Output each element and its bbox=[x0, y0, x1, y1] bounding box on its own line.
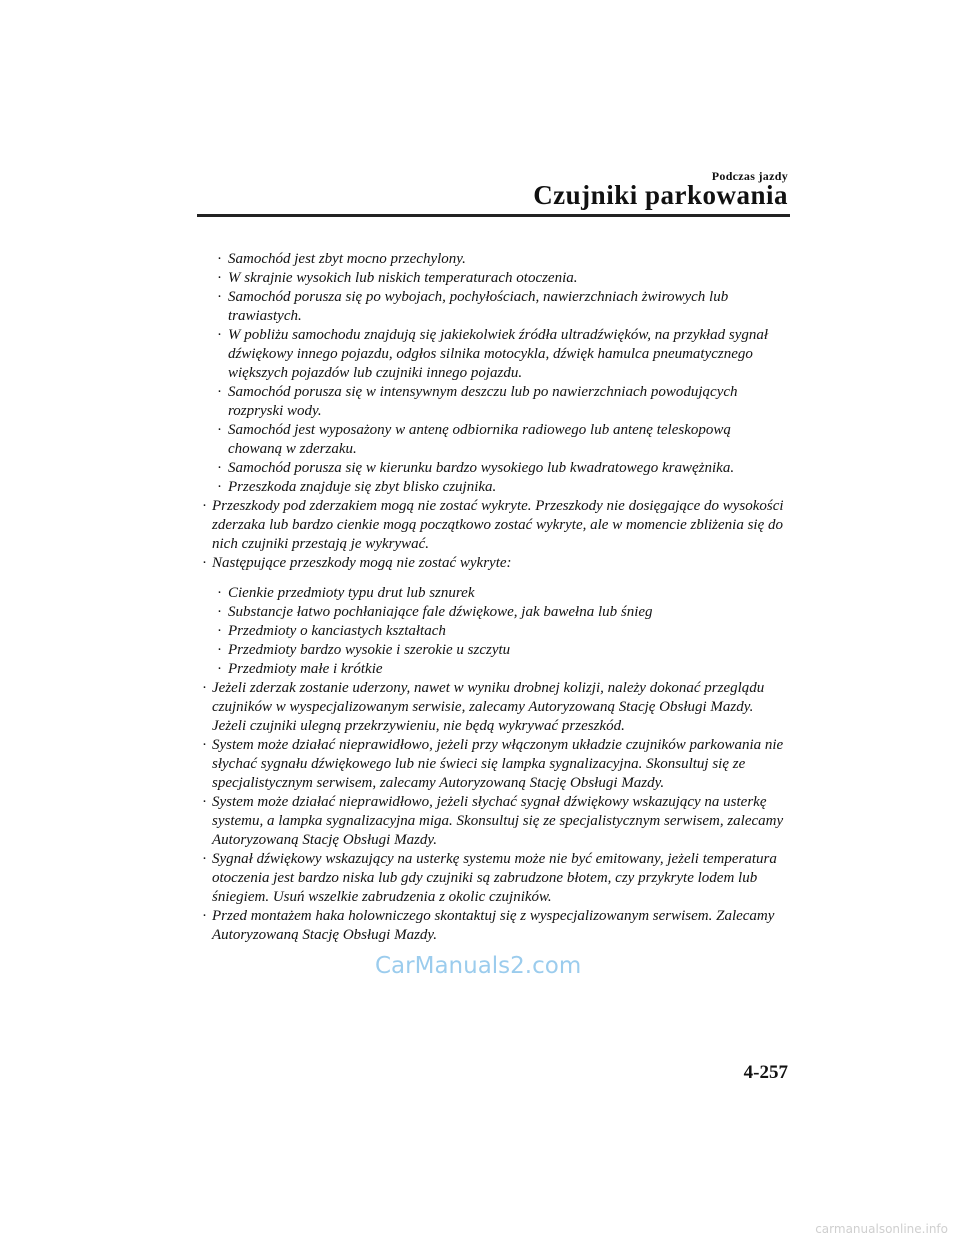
bullet-icon: · bbox=[217, 422, 222, 438]
sub-list-item bbox=[200, 326, 785, 383]
bullet-icon: · bbox=[202, 498, 207, 514]
section-label: Podczas jazdy bbox=[711, 169, 788, 183]
bullet-icon: · bbox=[217, 327, 222, 343]
bullet-icon: · bbox=[202, 851, 207, 867]
list-item-text: Następujące przeszkody mogą nie zostać wykryte: bbox=[212, 555, 512, 571]
bullet-icon: · bbox=[217, 460, 222, 476]
bullet-icon: · bbox=[217, 585, 222, 601]
list-item-text: Samochód porusza się w intensywnym deszczu lub po nawierzchniach powodujących rozpryski wody. bbox=[228, 384, 738, 419]
list-item-text: Przeszkody pod zderzakiem mogą nie zostać wykryte. Przeszkody nie dosięgające do wysokości zderzaka lub bardzo cienkie mogą początkowo zostać wykryte, ale w momencie zbliżenia się do nich czujniki przestają je wykrywać. bbox=[212, 498, 784, 552]
bullet-icon: · bbox=[217, 623, 222, 639]
bullet-icon: · bbox=[217, 251, 222, 267]
list-item-text: Przedmioty o kanciastych kształtach bbox=[228, 623, 446, 639]
list-item bbox=[200, 554, 785, 573]
bullet-icon: · bbox=[217, 642, 222, 658]
bullet-icon: · bbox=[217, 604, 222, 620]
list-item-text: Przed montażem haka holowniczego skontaktuj się z wyspecjalizowanym serwisem. Zalecamy Autoryzowaną Stację Obsługi Mazdy. bbox=[212, 908, 775, 943]
list-item-text: System może działać nieprawidłowo, jeżeli przy włączonym układzie czujników parkowania nie słychać sygnału dźwiękowego lub nie świeci się lampka sygnalizacyjna. Skonsultuj się ze specjalistycznym serwisem, zalecamy Autoryzowaną Stację Obsługi Mazdy. bbox=[212, 737, 784, 791]
list-item-text: Cienkie przedmioty typu drut lub sznurek bbox=[228, 585, 475, 601]
sub-list-item bbox=[200, 660, 785, 679]
list-item-text: Jeżeli zderzak zostanie uderzony, nawet w wyniku drobnej kolizji, należy dokonać przeglądu czujników w wyspecjalizowanym serwisie, zalecamy Autoryzowaną Stację Obsługi Mazdy. Jeżeli czujniki ulegną przekrzywieniu, nie będą wykrywać przeszkód. bbox=[212, 680, 765, 734]
list-item-text: Przedmioty małe i krótkie bbox=[228, 661, 383, 677]
list-item-text: Sygnał dźwiękowy wskazujący na usterkę systemu może nie być emitowany, jeżeli temperatura otoczenia jest bardzo niska lub gdy czujniki są zabrudzone błotem, czy przykryte lodem lub śniegiem. Usuń wszelkie zabrudzenia z okolic czujników. bbox=[212, 851, 777, 905]
bullet-icon: · bbox=[217, 384, 222, 400]
list-item bbox=[200, 850, 785, 907]
sub-list-item bbox=[200, 622, 785, 641]
sub-list-item bbox=[200, 641, 785, 660]
list-item-text: Przeszkoda znajduje się zbyt blisko czujnika. bbox=[228, 479, 497, 495]
watermark-logo: CarManuals2.com bbox=[375, 953, 582, 979]
header-divider bbox=[197, 214, 790, 217]
bullet-list bbox=[200, 250, 785, 945]
list-item-text: Samochód jest wyposażony w antenę odbiornika radiowego lub antenę teleskopową chowaną w zderzaku. bbox=[228, 422, 731, 457]
list-item bbox=[200, 497, 785, 554]
sub-list-item bbox=[200, 603, 785, 622]
page-number: 4-257 bbox=[743, 1062, 788, 1083]
sub-list-item bbox=[200, 459, 785, 478]
sub-list-item bbox=[200, 383, 785, 421]
list-item-text: System może działać nieprawidłowo, jeżeli słychać sygnał dźwiękowy wskazujący na usterkę systemu, a lampka sygnalizacyjna miga. Skonsultuj się ze specjalistycznym serwisem, zalecamy Autoryzowaną Stację Obsługi Mazdy. bbox=[212, 794, 784, 848]
bullet-icon: · bbox=[202, 680, 207, 696]
sub-list-item bbox=[200, 269, 785, 288]
bullet-icon: · bbox=[202, 794, 207, 810]
list-item-text: Samochód jest zbyt mocno przechylony. bbox=[228, 251, 466, 267]
footer-watermark: carmanualsonline.info bbox=[815, 1222, 948, 1236]
bullet-icon: · bbox=[202, 908, 207, 924]
bullet-icon: · bbox=[202, 737, 207, 753]
bullet-icon: · bbox=[217, 479, 222, 495]
bullet-icon: · bbox=[202, 555, 207, 571]
bullet-icon: · bbox=[217, 661, 222, 677]
sub-list-item bbox=[200, 584, 785, 603]
sub-list-item bbox=[200, 288, 785, 326]
sub-list-item bbox=[200, 250, 785, 269]
list-item bbox=[200, 679, 785, 736]
list-item-text: Samochód porusza się w kierunku bardzo wysokiego lub kwadratowego krawężnika. bbox=[228, 460, 735, 476]
list-item-text: Samochód porusza się po wybojach, pochyłościach, nawierzchniach żwirowych lub trawiastych. bbox=[228, 289, 729, 324]
bullet-icon: · bbox=[217, 270, 222, 286]
list-item bbox=[200, 907, 785, 945]
list-item-text: Substancje łatwo pochłaniające fale dźwiękowe, jak bawełna lub śnieg bbox=[228, 604, 653, 620]
list-item-text: W skrajnie wysokich lub niskich temperaturach otoczenia. bbox=[228, 270, 578, 286]
page-title: Czujniki parkowania bbox=[533, 180, 788, 210]
sub-list-item bbox=[200, 421, 785, 459]
list-item bbox=[200, 793, 785, 850]
list-item bbox=[200, 736, 785, 793]
list-item-text: Przedmioty bardzo wysokie i szerokie u szczytu bbox=[228, 642, 511, 658]
bullet-icon: · bbox=[217, 289, 222, 305]
list-item-text: W pobliżu samochodu znajdują się jakiekolwiek źródła ultradźwięków, na przykład sygnał dźwiękowy innego pojazdu, odgłos silnika motocykla, dźwięk hamulca pneumatycznego większych pojazdów lub czujniki innego pojazdu. bbox=[228, 327, 769, 381]
sub-list-item bbox=[200, 478, 785, 497]
